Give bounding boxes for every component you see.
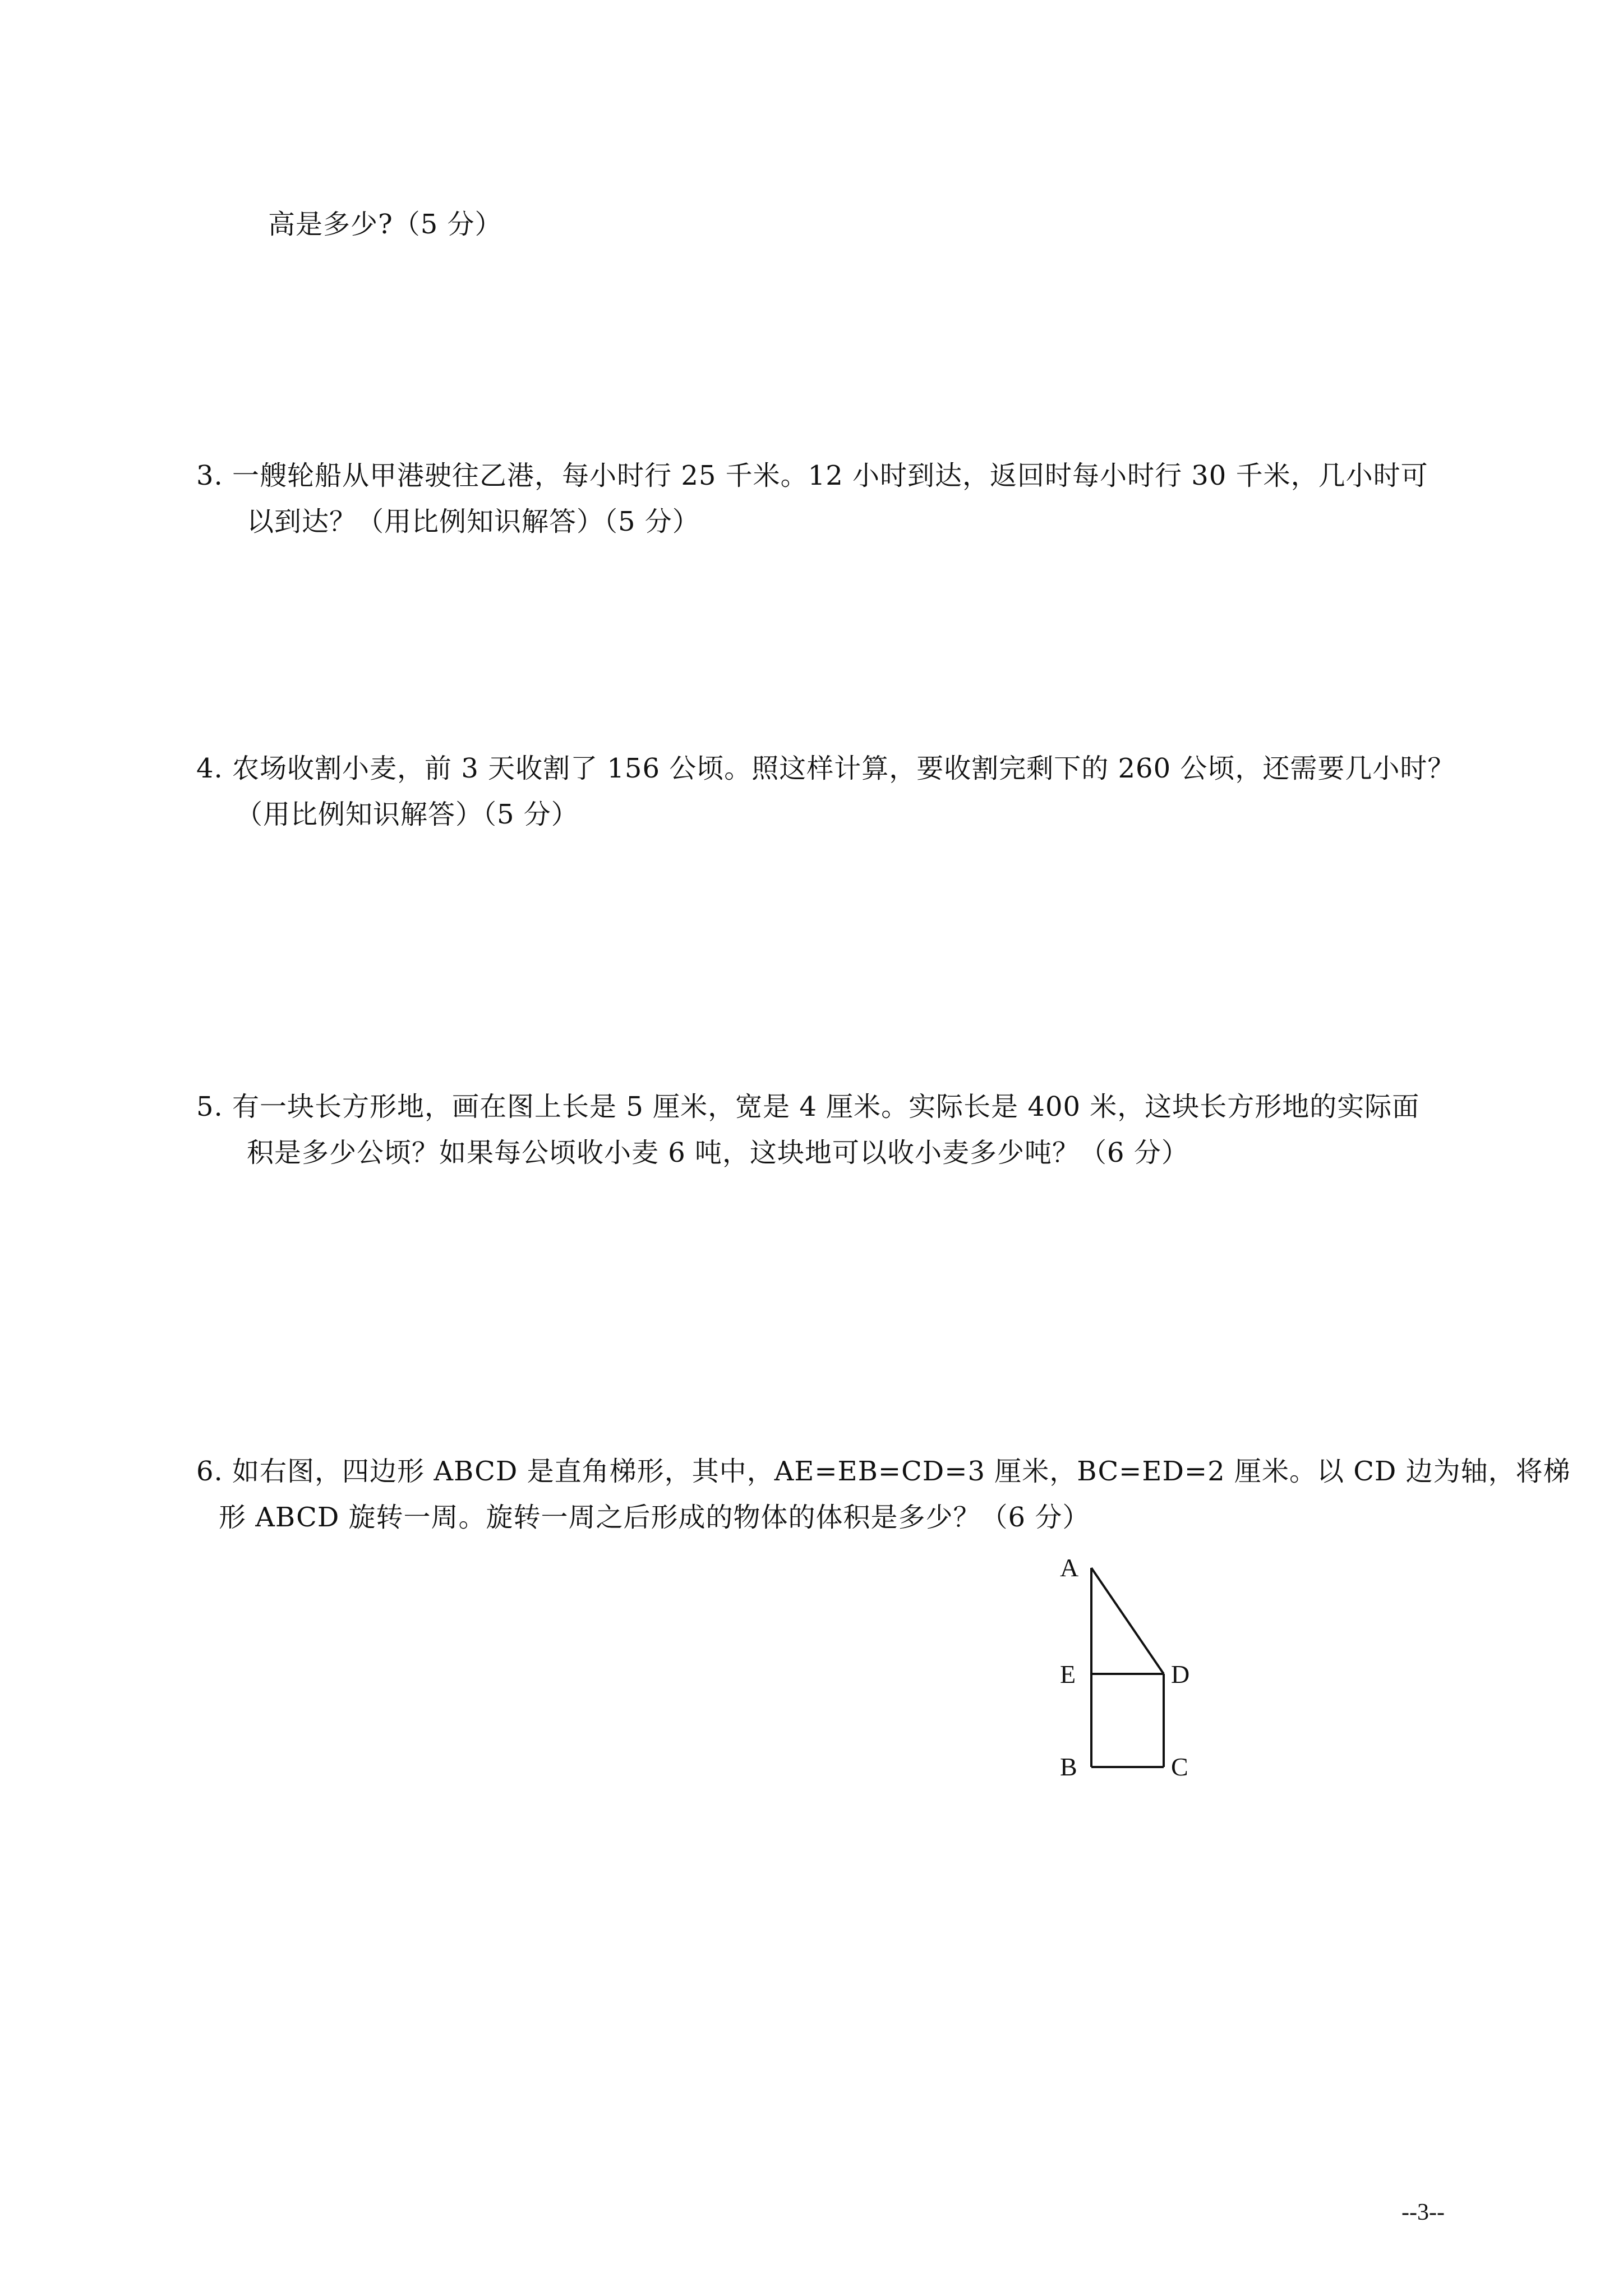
label-b: B [1060,1752,1077,1781]
question-line: 形 ABCD 旋转一周。旋转一周之后形成的物体的体积是多少？（6 分） [219,1502,1090,1533]
label-e: E [1060,1660,1076,1688]
question-line: 以到达？（用比例知识解答）（5 分） [247,506,700,537]
question-line: 4. 农场收割小麦，前 3 天收割了 156 公顷。照这样计算，要收割完剩下的 260 公顷，还需要几小时？ [196,753,1455,784]
question-line: （用比例知识解答）（5 分） [236,799,579,830]
label-c: C [1171,1752,1188,1781]
segment-ad [1091,1568,1164,1674]
trapezoid-figure [1043,1543,1223,1789]
page-number: --3-- [1401,2200,1445,2225]
question-line: 高是多少?（5 分） [268,209,502,240]
question-line: 3. 一艘轮船从甲港驶往乙港，每小时行 25 千米。12 小时到达，返回时每小时行 30 千米，几小时可 [196,460,1428,491]
label-d: D [1171,1660,1190,1688]
label-a: A [1060,1553,1079,1582]
question-line: 积是多少公顷？如果每公顷收小麦 6 吨，这块地可以收小麦多少吨？（6 分） [247,1137,1189,1168]
question-line: 5. 有一块长方形地，画在图上长是 5 厘米，宽是 4 厘米。实际长是 400 米，这块长方形地的实际面 [196,1091,1420,1122]
question-line: 6. 如右图，四边形 ABCD 是直角梯形，其中，AE=EB=CD=3 厘米，BC=ED=2 厘米。以 CD 边为轴，将梯 [196,1456,1571,1487]
